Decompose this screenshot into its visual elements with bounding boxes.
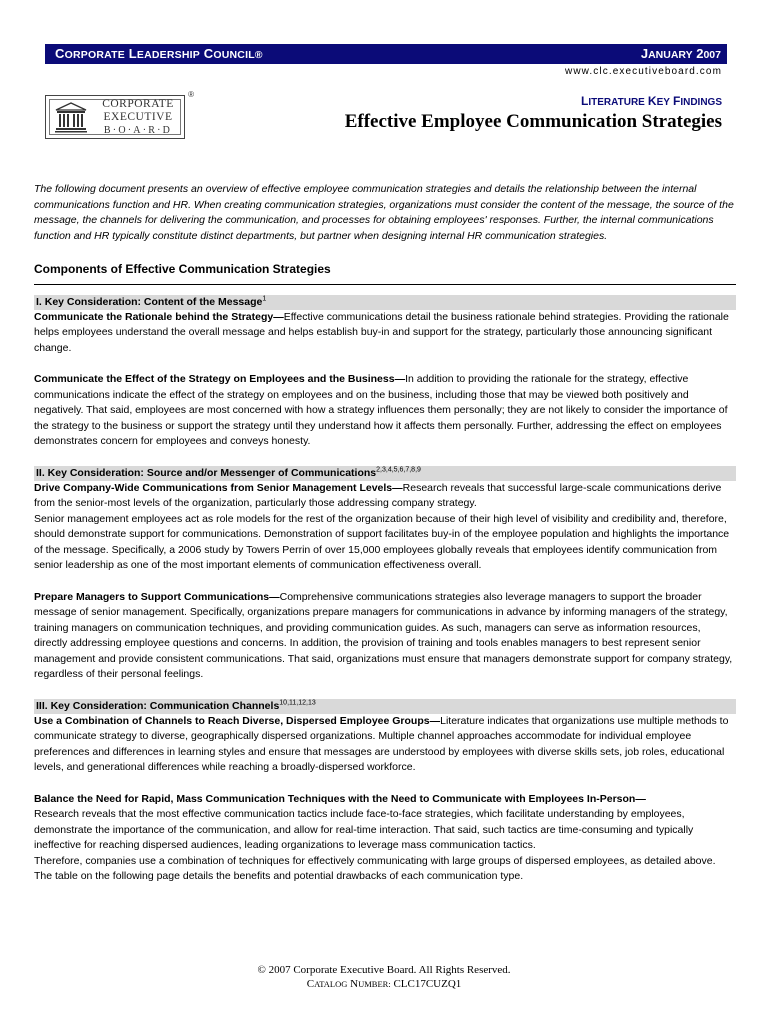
document-title: Effective Employee Communication Strategies [344,111,722,132]
report-date: JANUARY 2007 [640,46,721,61]
copyright-notice: © 2007 Corporate Executive Board. All Rights Reserved. [257,964,511,976]
section-paragraph: Use a Combination of Channels to Reach Diverse, Dispersed Employee Groups—Literature indicates that organizations use multiple methods to communicate strategy to diverse, geographically dispersed organizations. Multiple channel approaches accommodate for individual employee preferences and differences in learning styles and ensure that messages are understood by employees with diverse skills sets, job roles, educational levels, and generational differences while reaching a broadly-dispersed workforce. [34,714,729,773]
logo-wordmark: CORPORATE EXECUTIVE B·O·A·R·D [102,98,174,136]
page-footer [0,963,768,991]
temple-icon [54,101,88,133]
components-heading: Components of Effective Communication Strategies [34,262,736,285]
section-paragraph: Prepare Managers to Support Communications—Comprehensive communications strategies also leverage managers to support the broader message of senior management. Specifically, organizations prepare managers for communications in advance by informing managers of the strategy, training managers on communication techniques, and providing communication guides. As such, managers can serve as information resources, directly addressing employee questions and concerns. In addition, the provision of training and tools enables managers to best represent senior management and provide consistent communications. That said, organizations must ensure that managers demonstrate support for company strategy, regardless of their personal feelings. [34,590,733,680]
document-type: LITERATURE KEY FINDINGS [581,94,722,108]
section-heading-channels: III. Key Consideration: Communication Channels$^{10,11,12,13}$ [34,699,736,714]
org-name: CORPORATE LEADERSHIP COUNCIL® [55,46,263,61]
corporate-executive-board-logo [45,90,194,139]
section-heading-source: II. Key Consideration: Source and/or Messenger of Communications$^{2,3,4,5,6,7,8,9}$ [34,466,736,481]
footnote-refs: 1 [262,295,267,302]
section-paragraph: Senior management employees act as role models for the rest of the organization because of their high level of visibility and credibility and, therefore, should demonstrate support for communications. Demonstration of support facilitates buy-in of the employee population and highlights the importance of the message. Specifically, a 2006 study by Towers Perrin of over 15,000 employees globally reveals that employees identify communication from senior leadership as one of the most important elements of communication effectiveness overall. [34,512,730,571]
catalog-number: CATALOG NUMBER: CLC17CUZQ1 [306,978,462,990]
section-paragraph: Therefore, companies use a combination of techniques for effectively communicating with large groups of dispersed employees, as detailed above. The table on the following page details the benefits and potential drawbacks of each communication type. [34,854,716,882]
section-paragraph: Communicate the Rationale behind the Strategy—Effective communications detail the business rationale behind strategies. Providing the rationale helps employees understand the overall message and helps establish buy-in and support for the strategy, particularly those announcing significant change. [34,310,729,354]
header-bar [45,44,727,64]
footnote-refs: 10,11,12,13 [279,699,316,706]
document-body [34,182,736,885]
registered-mark: ® [188,90,194,99]
section-paragraph: Balance the Need for Rapid, Mass Communication Techniques with the Need to Communicate with Employees In-Person— Research reveals that the most effective communication tactics include face-to-face strategies, which facilitate understanding by employees, demonstrate the importance of the communication, and allow for real-time interaction. That said, such tactics are time-consuming and typically ineffective for reaching dispersed audiences, leading organizations to leverage mass communication tactics. [34,792,694,851]
section-heading-content: I. Key Consideration: Content of the Message$^1$ [34,295,736,310]
section-paragraph: Communicate the Effect of the Strategy on Employees and the Business—In addition to providing the rationale for the strategy, effective communications indicate the effect of the strategy on employees and on the business, including those that may be viewed both positively and negatively. That said, employees are most concerned with how a strategy influences them personally; they are not likely to consider the importance of the strategy to the business or support the strategy until they understand how it affects them personally. Further, addressing the effect on employees demonstrates concern for employees and conveys honesty. [34,373,728,447]
website-url[interactable]: www.clc.executiveboard.com [565,66,722,77]
section-paragraph: Drive Company-Wide Communications from Senior Management Levels—Research reveals that successful large-scale communications derive from the senior-most levels of the organization, particularly those addressing company strategy. [34,481,722,509]
intro-paragraph: The following document presents an overview of effective employee communication strategies and details the relationship between the internal communications function and HR. When creating communication strategies, organizations must consider the content of the message, the source of the message, the channels for delivering the communication, and processes for obtaining employees' responses. Further, the internal communications function and HR typically constitute distinct departments, but partner when designing internal HR communication strategies. [34,183,734,242]
footnote-refs: 2,3,4,5,6,7,8,9 [376,466,421,473]
